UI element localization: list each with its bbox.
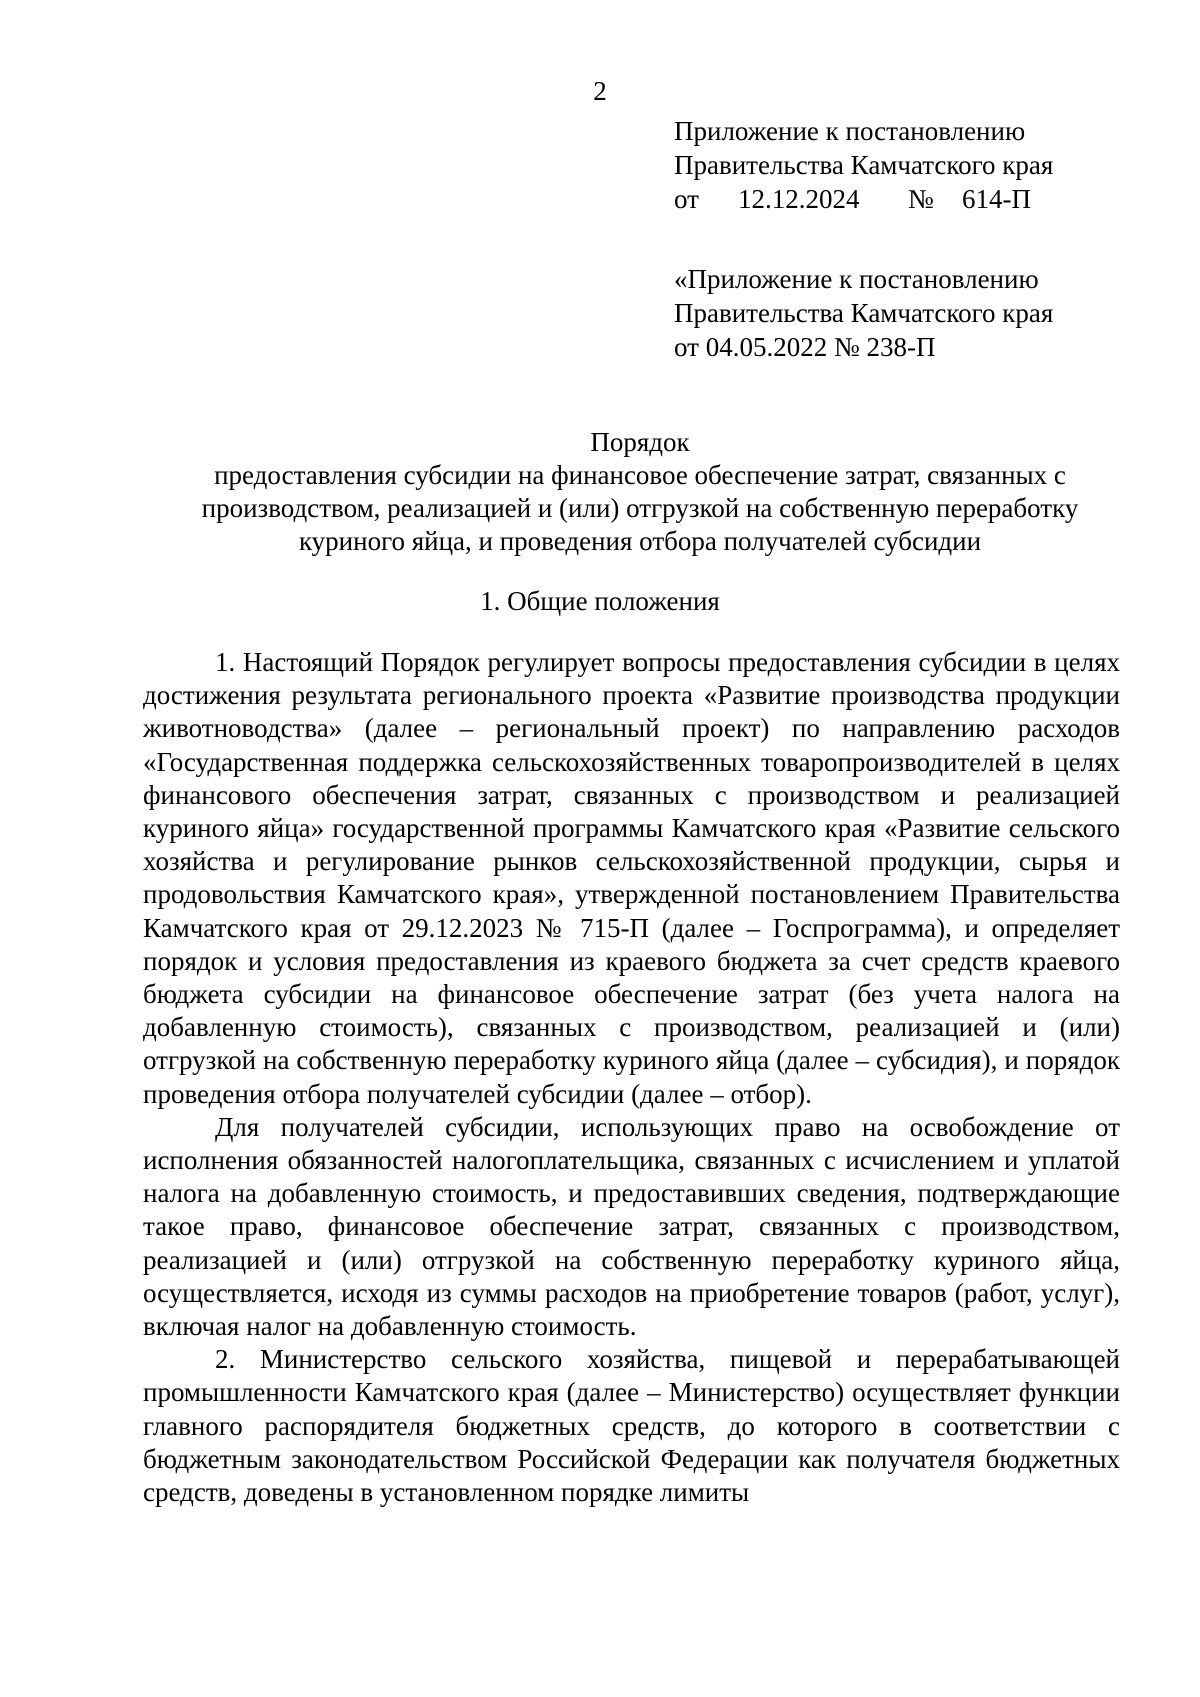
attachment-number-sign: № (908, 184, 934, 214)
paragraph: 1. Настоящий Порядок регулирует вопросы предоставления субсидии в целях достижения результата регионального проекта «Развитие производства продукции животноводства» (далее – региональный проект) по направлению расходов «Государственная поддержка сельскохозяйственных товаропроизводителей в целях финансового обеспечения затрат, связанных с производством и реализацией куриного яйца» государственной программы Камчатского края «Развитие сельского хозяйства и регулирование рынков сельскохозяйственной продукции, сырья и продовольствия Камчатского края», утвержденной постановлением Правительства Камчатского края от 29.12.2023 № 715-П (далее – Госпрограмма), и определяет порядок и условия предоставления из краевого бюджета за счет средств краевого бюджета субсидии на финансовое обеспечение затрат (без учета налога на добавленную стоимость), связанных с производством, реализацией и (или) отгрузкой на собственную переработку куриного яйца (далее – субсидия), и порядок проведения отбора получателей субсидии (далее – отбор). (143, 647, 1120, 1109)
document-title (160, 426, 1120, 558)
attachment-date-row (674, 182, 1134, 216)
title-line-2: предоставления субсидии на финансовое обеспечение затрат, связанных с (214, 460, 1066, 490)
title-line-3: производством, реализацией и (или) отгрузкой на собственную переработку (201, 493, 1079, 523)
title-line-1: Порядок (590, 427, 690, 457)
document-body (143, 646, 1120, 1509)
page-number: 2 (593, 76, 607, 106)
attachment-line-2: Правительства Камчатского края (674, 150, 1054, 180)
section-heading: 1. Общие положения (480, 586, 720, 616)
title-line-4: куриного яйца, и проведения отбора получателей субсидии (298, 526, 982, 556)
attachment-date: 12.12.2024 (738, 184, 860, 214)
paragraph: Для получателей субсидии, использующих право на освобождение от исполнения обязанностей налогоплательщика, связанных с исчислением и уплатой налога на добавленную стоимость, и предоставивших сведения, подтверждающие такое право, финансовое обеспечение затрат, связанных с производством, реализацией и (или) отгрузкой на собственную переработку куриного яйца, осуществляется, исходя из суммы расходов на приобретение товаров (работ, услуг), включая налог на добавленную стоимость. (143, 1111, 1120, 1342)
attachment-line-1: Приложение к постановлению (674, 116, 1026, 146)
previous-attachment-line-2: Правительства Камчатского края (674, 298, 1054, 328)
paragraph: 2. Министерство сельского хозяйства, пищевой и перерабатывающей промышленности Камчатского края (далее – Министерство) осуществляет функции главного распорядителя бюджетных средств, до которого в соответствии с бюджетным законодательством Российской Федерации как получателя бюджетных средств, доведены в установленном порядке лимиты (143, 1344, 1120, 1508)
previous-attachment-line-1: «Приложение к постановлению (674, 264, 1039, 294)
attachment-block (674, 114, 1134, 216)
attachment-number: 614-П (962, 184, 1031, 214)
attachment-ot-label: от (674, 184, 699, 214)
previous-attachment-line-3: от 04.05.2022 № 238-П (674, 332, 936, 362)
previous-attachment-block (674, 262, 1134, 364)
